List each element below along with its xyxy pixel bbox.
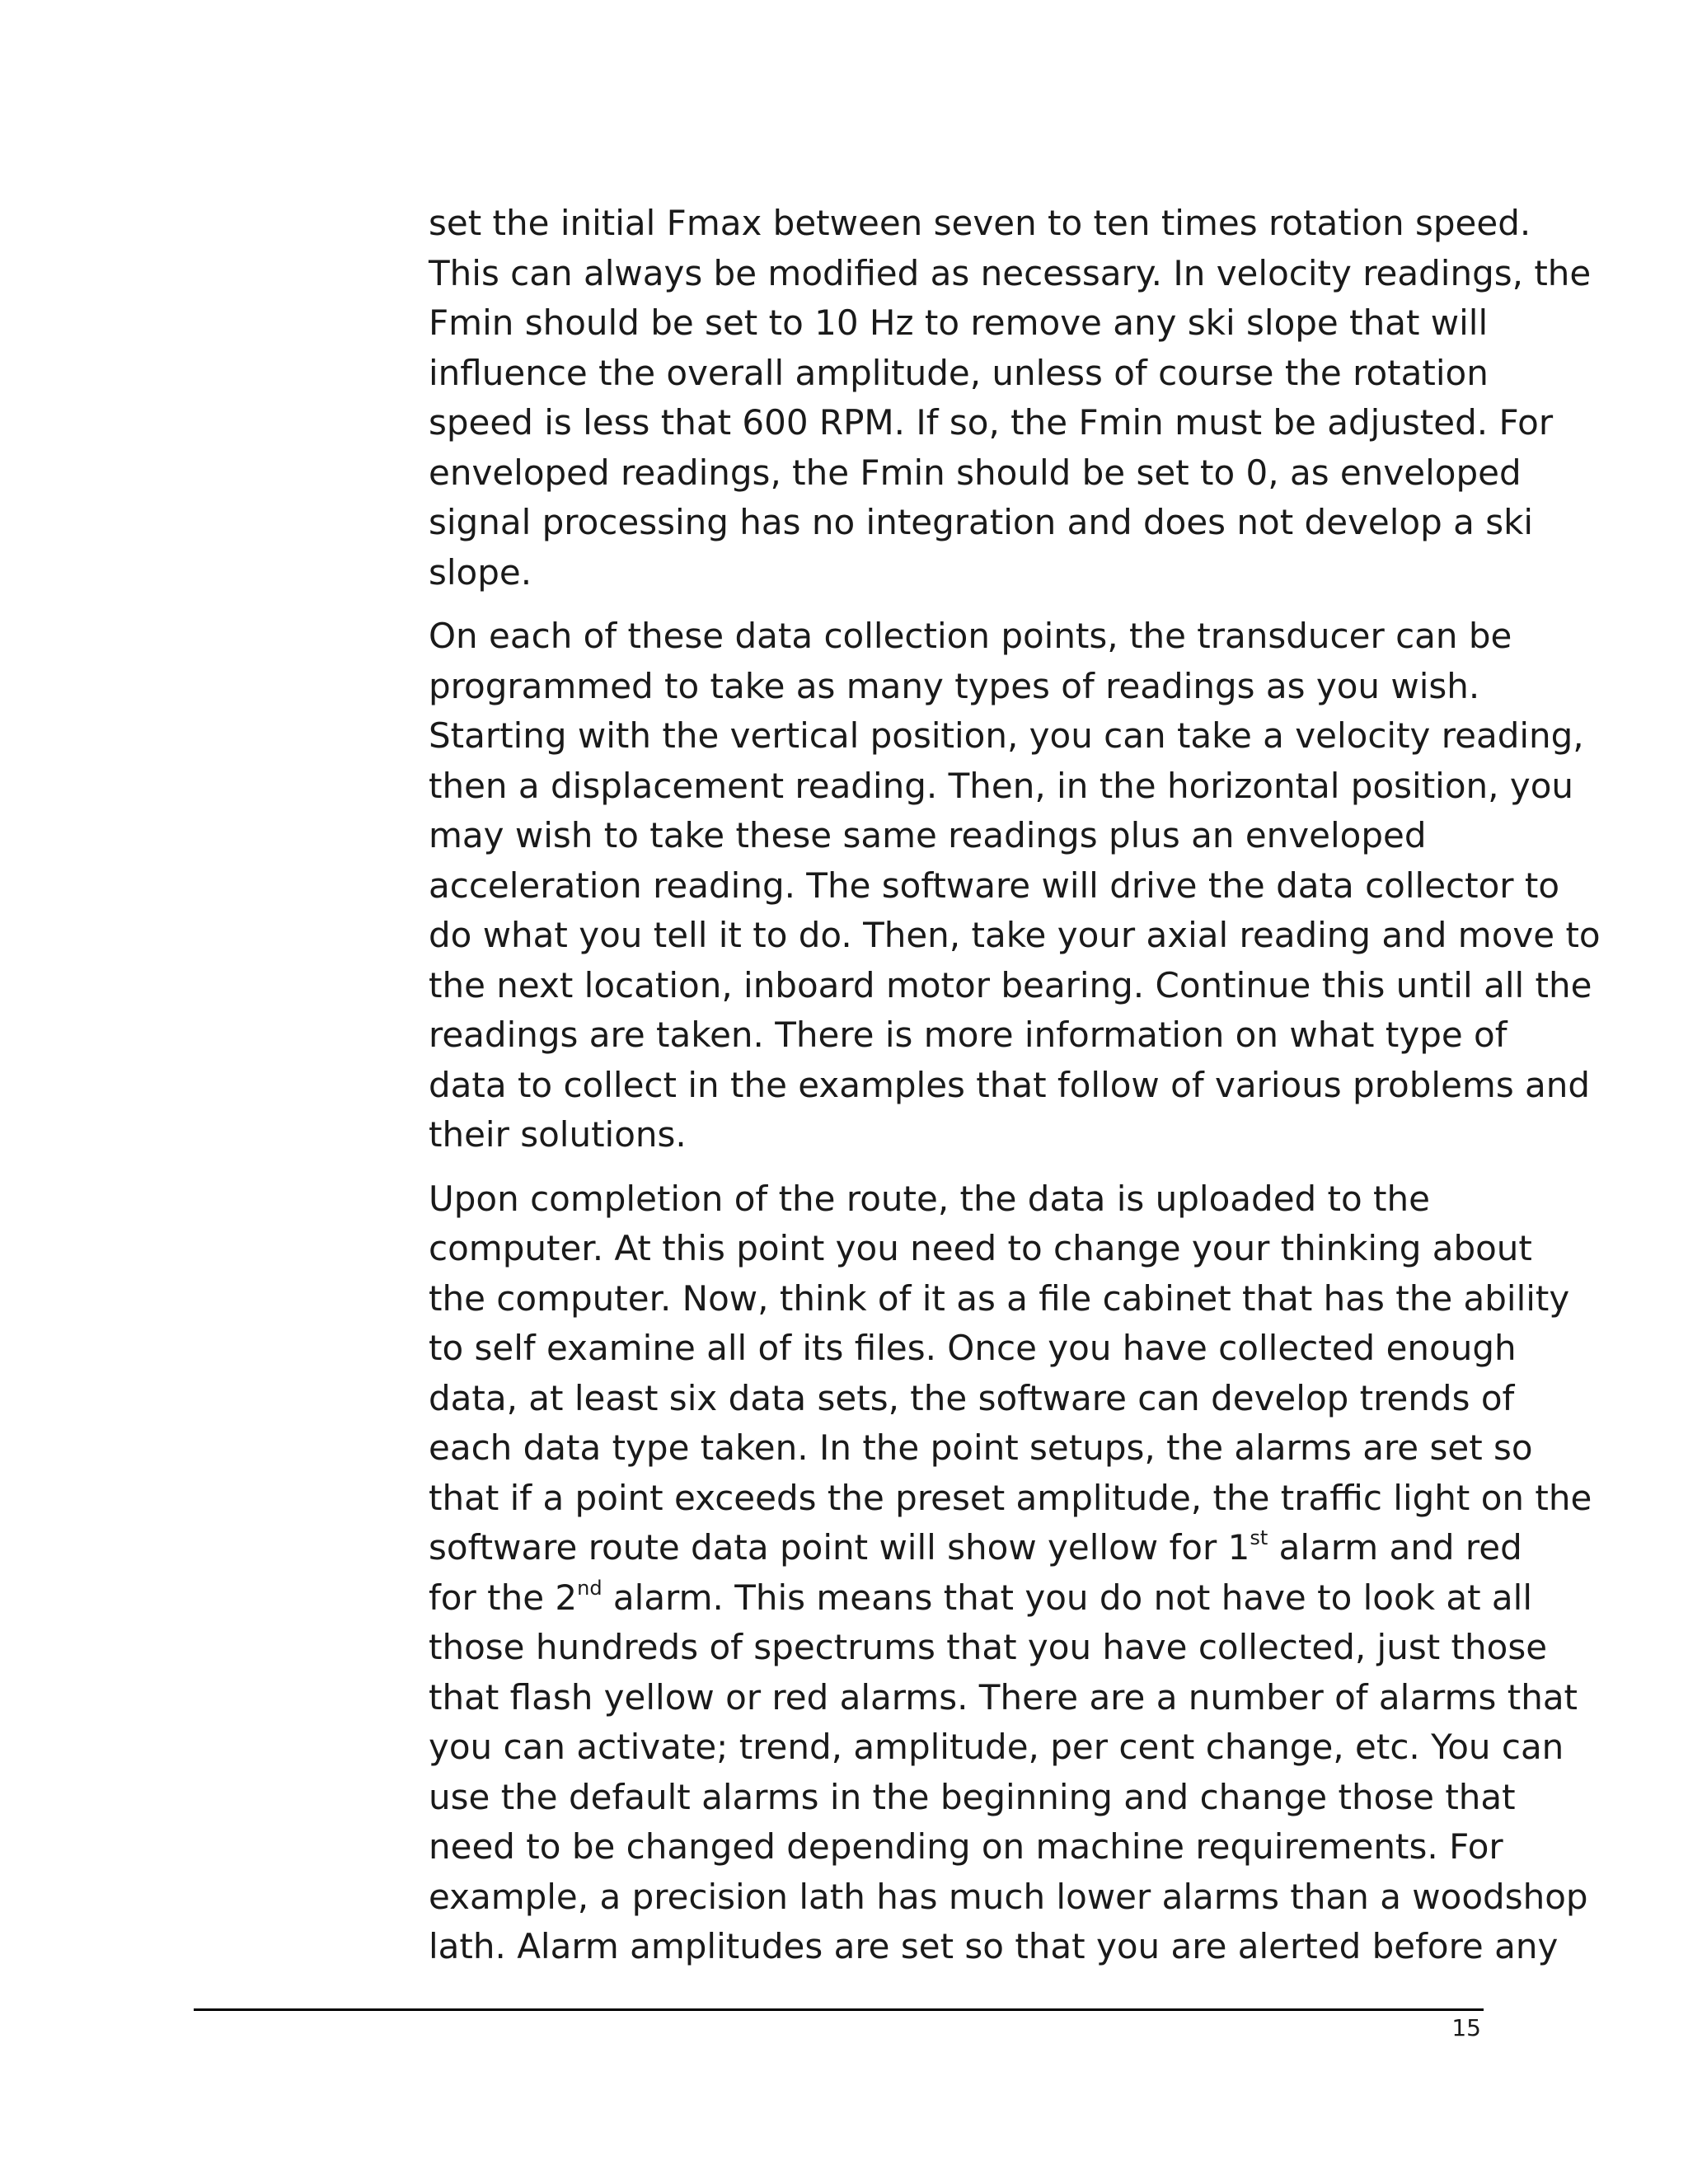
text-line: you can activate; trend, amplitude, per cent change, etc. You can: [429, 1727, 1564, 1767]
footer-rule: [194, 2008, 1484, 2011]
text-line: acceleration reading. The software will drive the data collector to: [429, 865, 1560, 906]
text-line: Starting with the vertical position, you can take a velocity reading,: [429, 715, 1584, 756]
text-fragment: alarm. This means that you do not have to look at all: [602, 1577, 1533, 1618]
text-line: Upon completion of the route, the data is uploaded to the: [429, 1178, 1430, 1219]
text-line: each data type taken. In the point setups, the alarms are set so: [429, 1427, 1533, 1468]
text-line: data, at least six data sets, the software can develop trends of: [429, 1377, 1515, 1418]
text-line: programmed to take as many types of readings as you wish.: [429, 665, 1480, 706]
text-line: computer. At this point you need to change your thinking about: [429, 1228, 1532, 1268]
superscript-ordinal: st: [1250, 1526, 1268, 1549]
text-line: This can always be modified as necessary. In velocity readings, the: [429, 252, 1592, 293]
text-line: slope.: [429, 551, 532, 593]
text-line: example, a precision lath has much lower alarms than a woodshop: [429, 1876, 1588, 1917]
text-line: readings are taken. There is more information on what type of: [429, 1015, 1507, 1055]
text-line: to self examine all of its files. Once you have collected enough: [429, 1328, 1517, 1368]
page-number: 15: [1451, 2014, 1481, 2041]
text-line: their solutions.: [429, 1114, 687, 1155]
text-line-second-alarm: [429, 1573, 1533, 1624]
text-line: then a displacement reading. Then, in the horizontal position, you: [429, 765, 1574, 806]
text-line: that flash yellow or red alarms. There are a number of alarms that: [429, 1676, 1578, 1718]
text-line: those hundreds of spectrums that you have collected, just those: [429, 1627, 1548, 1667]
text-line-first-alarm: [429, 1523, 1522, 1573]
text-line: the next location, inboard motor bearing. Continue this until all the: [429, 964, 1592, 1005]
text-line: data to collect in the examples that follow of various problems and: [429, 1064, 1591, 1105]
text-fragment: for the 2: [429, 1577, 578, 1618]
text-fragment: software route data point will show yellow for 1: [429, 1527, 1250, 1568]
text-line: influence the overall amplitude, unless of course the rotation: [429, 352, 1489, 393]
text-line: signal processing has no integration and does not develop a ski: [429, 502, 1534, 542]
body-text: [429, 199, 1601, 1986]
text-line: On each of these data collection points, the transducer can be: [429, 616, 1512, 656]
text-line: set the initial Fmax between seven to ten times rotation speed.: [429, 203, 1531, 243]
text-line: need to be changed depending on machine requirements. For: [429, 1826, 1503, 1867]
text-line: speed is less that 600 RPM. If so, the Fmin must be adjusted. For: [429, 402, 1554, 443]
superscript-ordinal: nd: [577, 1576, 603, 1600]
text-line: Fmin should be set to 10 Hz to remove any ski slope that will: [429, 302, 1489, 343]
text-line: the computer. Now, think of it as a file cabinet that has the ability: [429, 1277, 1570, 1319]
text-line: enveloped readings, the Fmin should be set to 0, as enveloped: [429, 452, 1522, 493]
paragraph-route-upload-alarms: [429, 1174, 1592, 1972]
text-line: that if a point exceeds the preset amplitude, the traffic light on the: [429, 1477, 1592, 1518]
text-line: do what you tell it to do. Then, take your axial reading and move to: [429, 915, 1601, 955]
text-line: use the default alarms in the beginning and change those that: [429, 1776, 1516, 1817]
paragraph-fmax-settings: [429, 199, 1592, 598]
text-line: lath. Alarm amplitudes are set so that you are alerted before any: [429, 1926, 1559, 1966]
text-line: may wish to take these same readings plus an enveloped: [429, 815, 1427, 855]
text-fragment: alarm and red: [1268, 1527, 1522, 1568]
paragraph-data-collection-points: [429, 612, 1601, 1160]
